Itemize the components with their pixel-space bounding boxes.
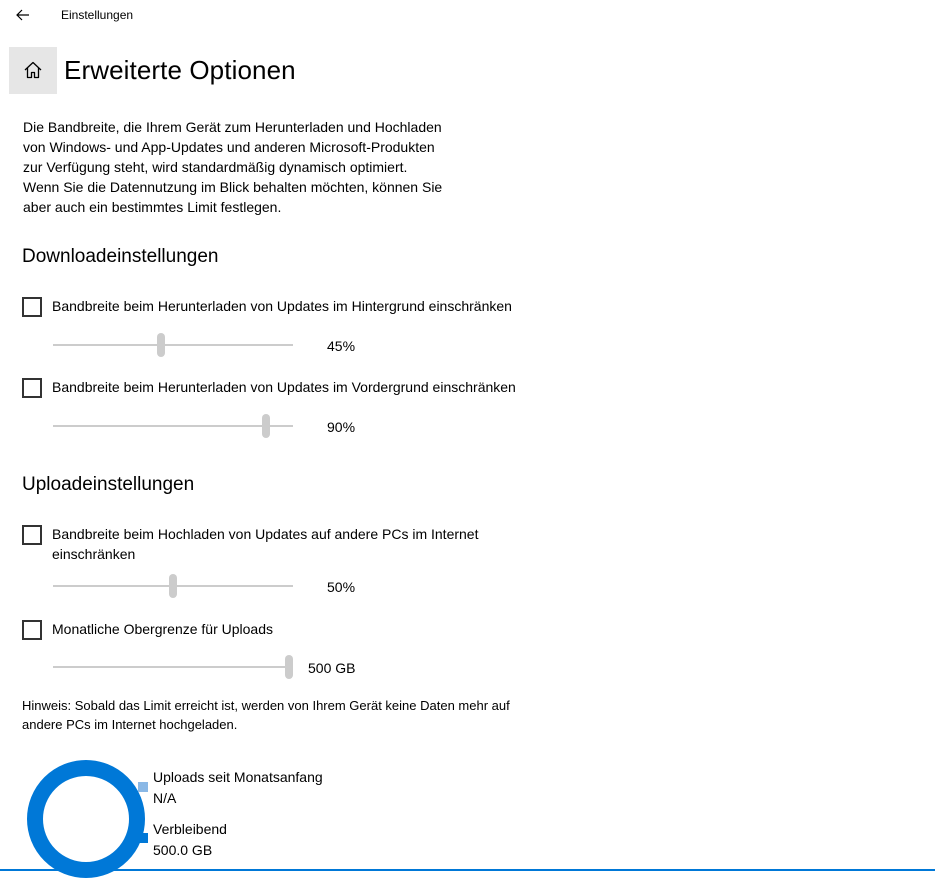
intro-line: zur Verfügung steht, wird standardmäßig dynamisch optimiert. [23,159,408,175]
background-download-value: 45% [327,338,356,354]
slider-thumb[interactable] [262,414,270,438]
upload-limit-slider[interactable] [53,574,293,598]
checkbox-box[interactable] [22,620,42,640]
foreground-download-label: Bandbreite beim Herunterladen von Updates im Vordergrund einschränken [52,379,516,395]
slider-track [53,425,293,427]
home-icon [23,60,43,80]
download-settings-heading: Downloadeinstellungen [22,246,219,267]
background-download-slider[interactable] [53,333,293,357]
note-line: Hinweis: Sobald das Limit erreicht ist, werden von Ihrem Gerät keine Daten mehr auf [22,698,510,713]
uploaded-legend [153,767,323,809]
foreground-download-checkbox[interactable] [22,378,516,398]
upload-limit-note [22,696,562,734]
remaining-ring [35,768,137,870]
slider-thumb[interactable] [285,655,293,679]
background-download-label: Bandbreite beim Herunterladen von Updates im Hintergrund einschränken [52,298,512,314]
monthly-upload-cap-value: 500 GB [308,660,356,676]
upload-limit-label [52,524,478,564]
upload-settings-heading: Uploadeinstellungen [22,474,195,495]
monthly-upload-cap-slider[interactable] [53,655,293,679]
intro-line: von Windows- und App-Updates und anderen Microsoft-Produkten [23,139,435,155]
checkbox-box[interactable] [22,297,42,317]
upload-limit-value: 50% [327,579,356,595]
checkbox-box[interactable] [22,525,42,545]
checkbox-box[interactable] [22,378,42,398]
note-line: andere PCs im Internet hochgeladen. [22,717,238,732]
monthly-upload-cap-checkbox[interactable] [22,620,273,640]
remaining-legend-swatch [138,833,148,843]
intro-line: Die Bandbreite, die Ihrem Gerät zum Herunterladen und Hochladen [23,119,442,135]
slider-track [53,344,293,346]
remaining-legend [153,819,227,861]
monthly-upload-cap-label: Monatliche Obergrenze für Uploads [52,621,274,637]
upload-limit-checkbox[interactable] [22,525,478,564]
foreground-download-value: 90% [327,419,356,435]
remaining-legend-value: 500.0 GB [153,842,213,858]
back-button[interactable] [8,4,38,26]
background-download-checkbox[interactable] [22,297,512,317]
slider-thumb[interactable] [169,574,177,598]
slider-thumb[interactable] [157,333,165,357]
uploaded-legend-swatch [138,782,148,792]
intro-text [23,117,493,217]
upload-limit-label-line: einschränken [52,546,136,562]
page-title: Erweiterte Optionen [64,55,296,85]
home-button[interactable] [9,47,57,94]
app-title: Einstellungen [61,8,134,22]
slider-track [53,666,293,668]
foreground-download-slider[interactable] [53,414,293,438]
intro-line: Wenn Sie die Datennutzung im Blick behalten möchten, können Sie [23,179,443,195]
title-bar [0,0,935,32]
arrow-left-icon [16,9,30,21]
uploaded-legend-label: Uploads seit Monatsanfang [153,769,323,785]
upload-usage-donut [27,760,145,878]
upload-limit-label-line: Bandbreite beim Hochladen von Updates auf andere PCs im Internet [52,526,479,542]
intro-line: aber auch ein bestimmtes Limit festlegen. [23,199,282,215]
remaining-legend-label: Verbleibend [153,821,227,837]
uploaded-legend-value: N/A [153,790,177,806]
